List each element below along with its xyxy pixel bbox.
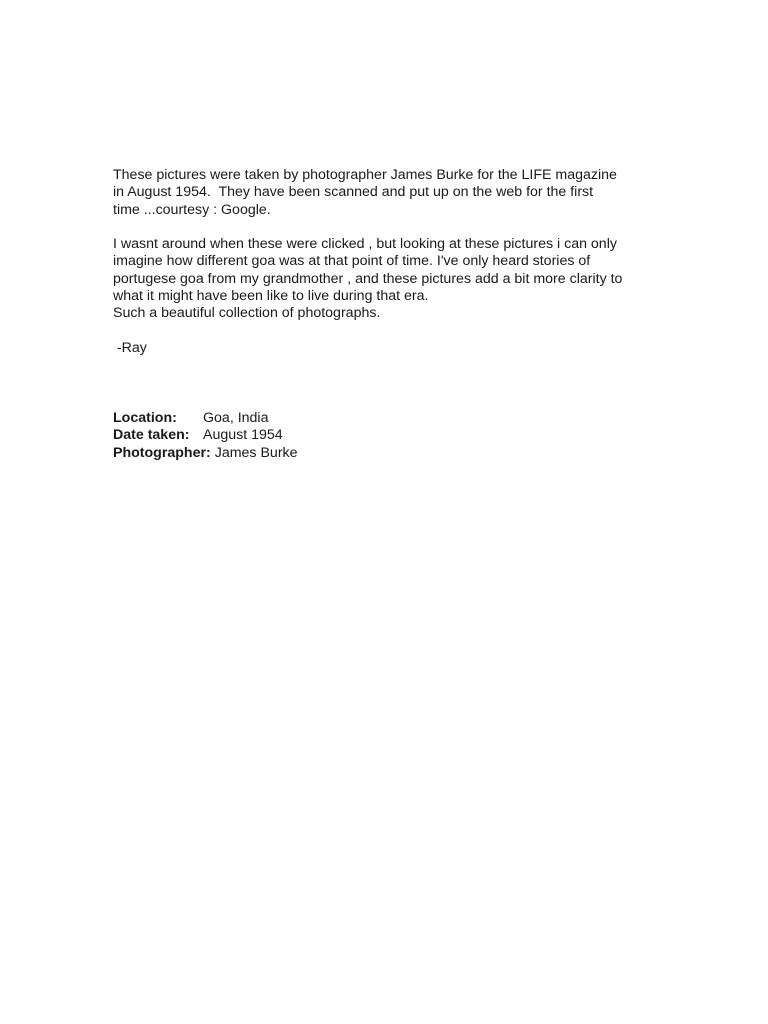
location-label: Location: bbox=[113, 410, 177, 426]
photographer-value: James Burke bbox=[214, 444, 298, 461]
intro-paragraph bbox=[113, 167, 673, 219]
document-body bbox=[113, 167, 673, 357]
reflection-paragraph bbox=[113, 236, 673, 322]
date-taken-value: August 1954 bbox=[203, 427, 283, 444]
photographer-label: Photographer: bbox=[113, 444, 211, 461]
paragraph-line: time ...courtesy : Google. bbox=[113, 201, 271, 218]
paragraph-line: portugese goa from my grandmother , and these pictures add a bit more clarity to bbox=[113, 270, 623, 287]
paragraph-line: These pictures were taken by photographer James Burke for the LIFE magazine bbox=[113, 167, 617, 183]
paragraph-line: I wasnt around when these were clicked , but looking at these pictures i can only bbox=[113, 236, 617, 253]
location-row bbox=[113, 410, 298, 427]
photographer-row bbox=[113, 445, 298, 462]
paragraph-line: in August 1954. They have been scanned and put up on the web for the first bbox=[113, 184, 594, 201]
paragraph-gap bbox=[113, 219, 673, 236]
paragraph-gap bbox=[113, 323, 673, 340]
photo-metadata bbox=[113, 410, 298, 462]
paragraph-line: Such a beautiful collection of photographs. bbox=[113, 305, 381, 322]
paragraph-line: imagine how different goa was at that point of time. I've only heard stories of bbox=[113, 253, 591, 270]
date-taken-label: Date taken: bbox=[113, 427, 190, 444]
paragraph-line: what it might have been like to live during that era. bbox=[113, 288, 429, 305]
location-value: Goa, India bbox=[203, 410, 269, 426]
author-signature: -Ray bbox=[113, 339, 147, 356]
date-taken-row bbox=[113, 427, 298, 444]
